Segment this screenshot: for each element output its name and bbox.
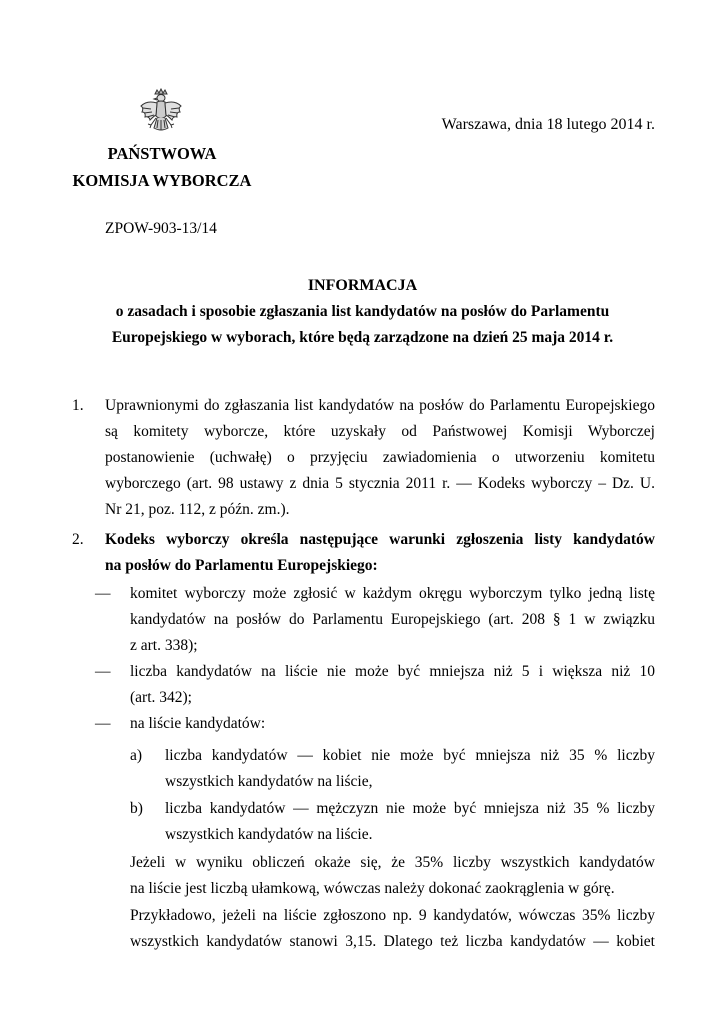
dash-bullet: — bbox=[95, 715, 111, 732]
item2-heading-line: Kodeks wyborczy określa następujące warunki zgłoszenia listy kandydatów bbox=[105, 531, 655, 548]
explanation-line: Jeżeli w wyniku obliczeń okaże się, że 35% liczby wszystkich kandydatów bbox=[130, 854, 655, 871]
bullet1-line: kandydatów na posłów do Parlamentu Europejskiego (art. 208 § 1 w związku bbox=[130, 611, 655, 628]
bullet1-line: z art. 338); bbox=[130, 637, 198, 654]
document-subtitle-line2: Europejskiego w wyborach, które będą zarządzone na dzień 25 maja 2014 r. bbox=[111, 329, 614, 346]
item1-line: Uprawnionymi do zgłaszania list kandydatów na posłów do Parlamentu Europejskiego bbox=[105, 397, 655, 414]
issuer-name-line1: PAŃSTWOWA bbox=[107, 144, 217, 163]
sub-item-label: a) bbox=[130, 747, 143, 764]
item-number: 1. bbox=[72, 397, 84, 414]
bullet1-line: komitet wyborczy może zgłosić w każdym okręgu wyborczym tylko jedną listę bbox=[130, 585, 655, 602]
bullet2-line: (art. 342); bbox=[130, 689, 192, 706]
example-line: wszystkich kandydatów stanowi 3,15. Dlatego też liczba kandydatów — kobiet bbox=[130, 933, 655, 950]
sub-a-line: liczba kandydatów — kobiet nie może być mniejsza niż 35 % liczby bbox=[165, 747, 655, 764]
dash-bullet: — bbox=[95, 585, 111, 602]
explanation-line: na liście jest liczbą ułamkową, wówczas należy dokonać zaokrąglenia w górę. bbox=[130, 880, 615, 897]
example-line: Przykładowo, jeżeli na liście zgłoszono np. 9 kandydatów, wówczas 35% liczby bbox=[130, 907, 655, 924]
bullet2-line: liczba kandydatów na liście nie może być mniejsza niż 5 i większa niż 10 bbox=[130, 663, 655, 680]
reference-number: ZPOW-903-13/14 bbox=[105, 220, 217, 237]
item1-line: postanowienie (uchwałę) o przyjęciu zawiadomienia o utworzeniu komitetu bbox=[105, 449, 655, 466]
bullet3-line: na liście kandydatów: bbox=[130, 715, 266, 732]
document-subtitle-line1: o zasadach i sposobie zgłaszania list kandydatów na posłów do Parlamentu bbox=[115, 303, 610, 320]
polish-eagle-emblem-icon bbox=[139, 88, 183, 138]
sub-b-line: wszystkich kandydatów na liście. bbox=[165, 826, 373, 843]
document-heading: INFORMACJA bbox=[307, 277, 418, 294]
dash-bullet: — bbox=[95, 663, 111, 680]
item1-line: są komitety wyborcze, które uzyskały od Państwowej Komisji Wyborczej bbox=[105, 423, 655, 440]
item1-line: Nr 21, poz. 112, z późn. zm.). bbox=[105, 501, 290, 518]
sub-item-label: b) bbox=[130, 800, 143, 817]
document-date: Warszawa, dnia 18 lutego 2014 r. bbox=[441, 116, 655, 133]
issuer-name-line2: KOMISJA WYBORCZA bbox=[72, 171, 252, 190]
item-number: 2. bbox=[72, 531, 84, 548]
item1-line: wyborczego (art. 98 ustawy z dnia 5 stycznia 2011 r. — Kodeks wyborczy – Dz. U. bbox=[105, 475, 655, 492]
item2-heading-line: na posłów do Parlamentu Europejskiego: bbox=[105, 557, 378, 574]
sub-a-line: wszystkich kandydatów na liście, bbox=[165, 773, 373, 790]
sub-b-line: liczba kandydatów — mężczyzn nie może być mniejsza niż 35 % liczby bbox=[165, 800, 655, 817]
